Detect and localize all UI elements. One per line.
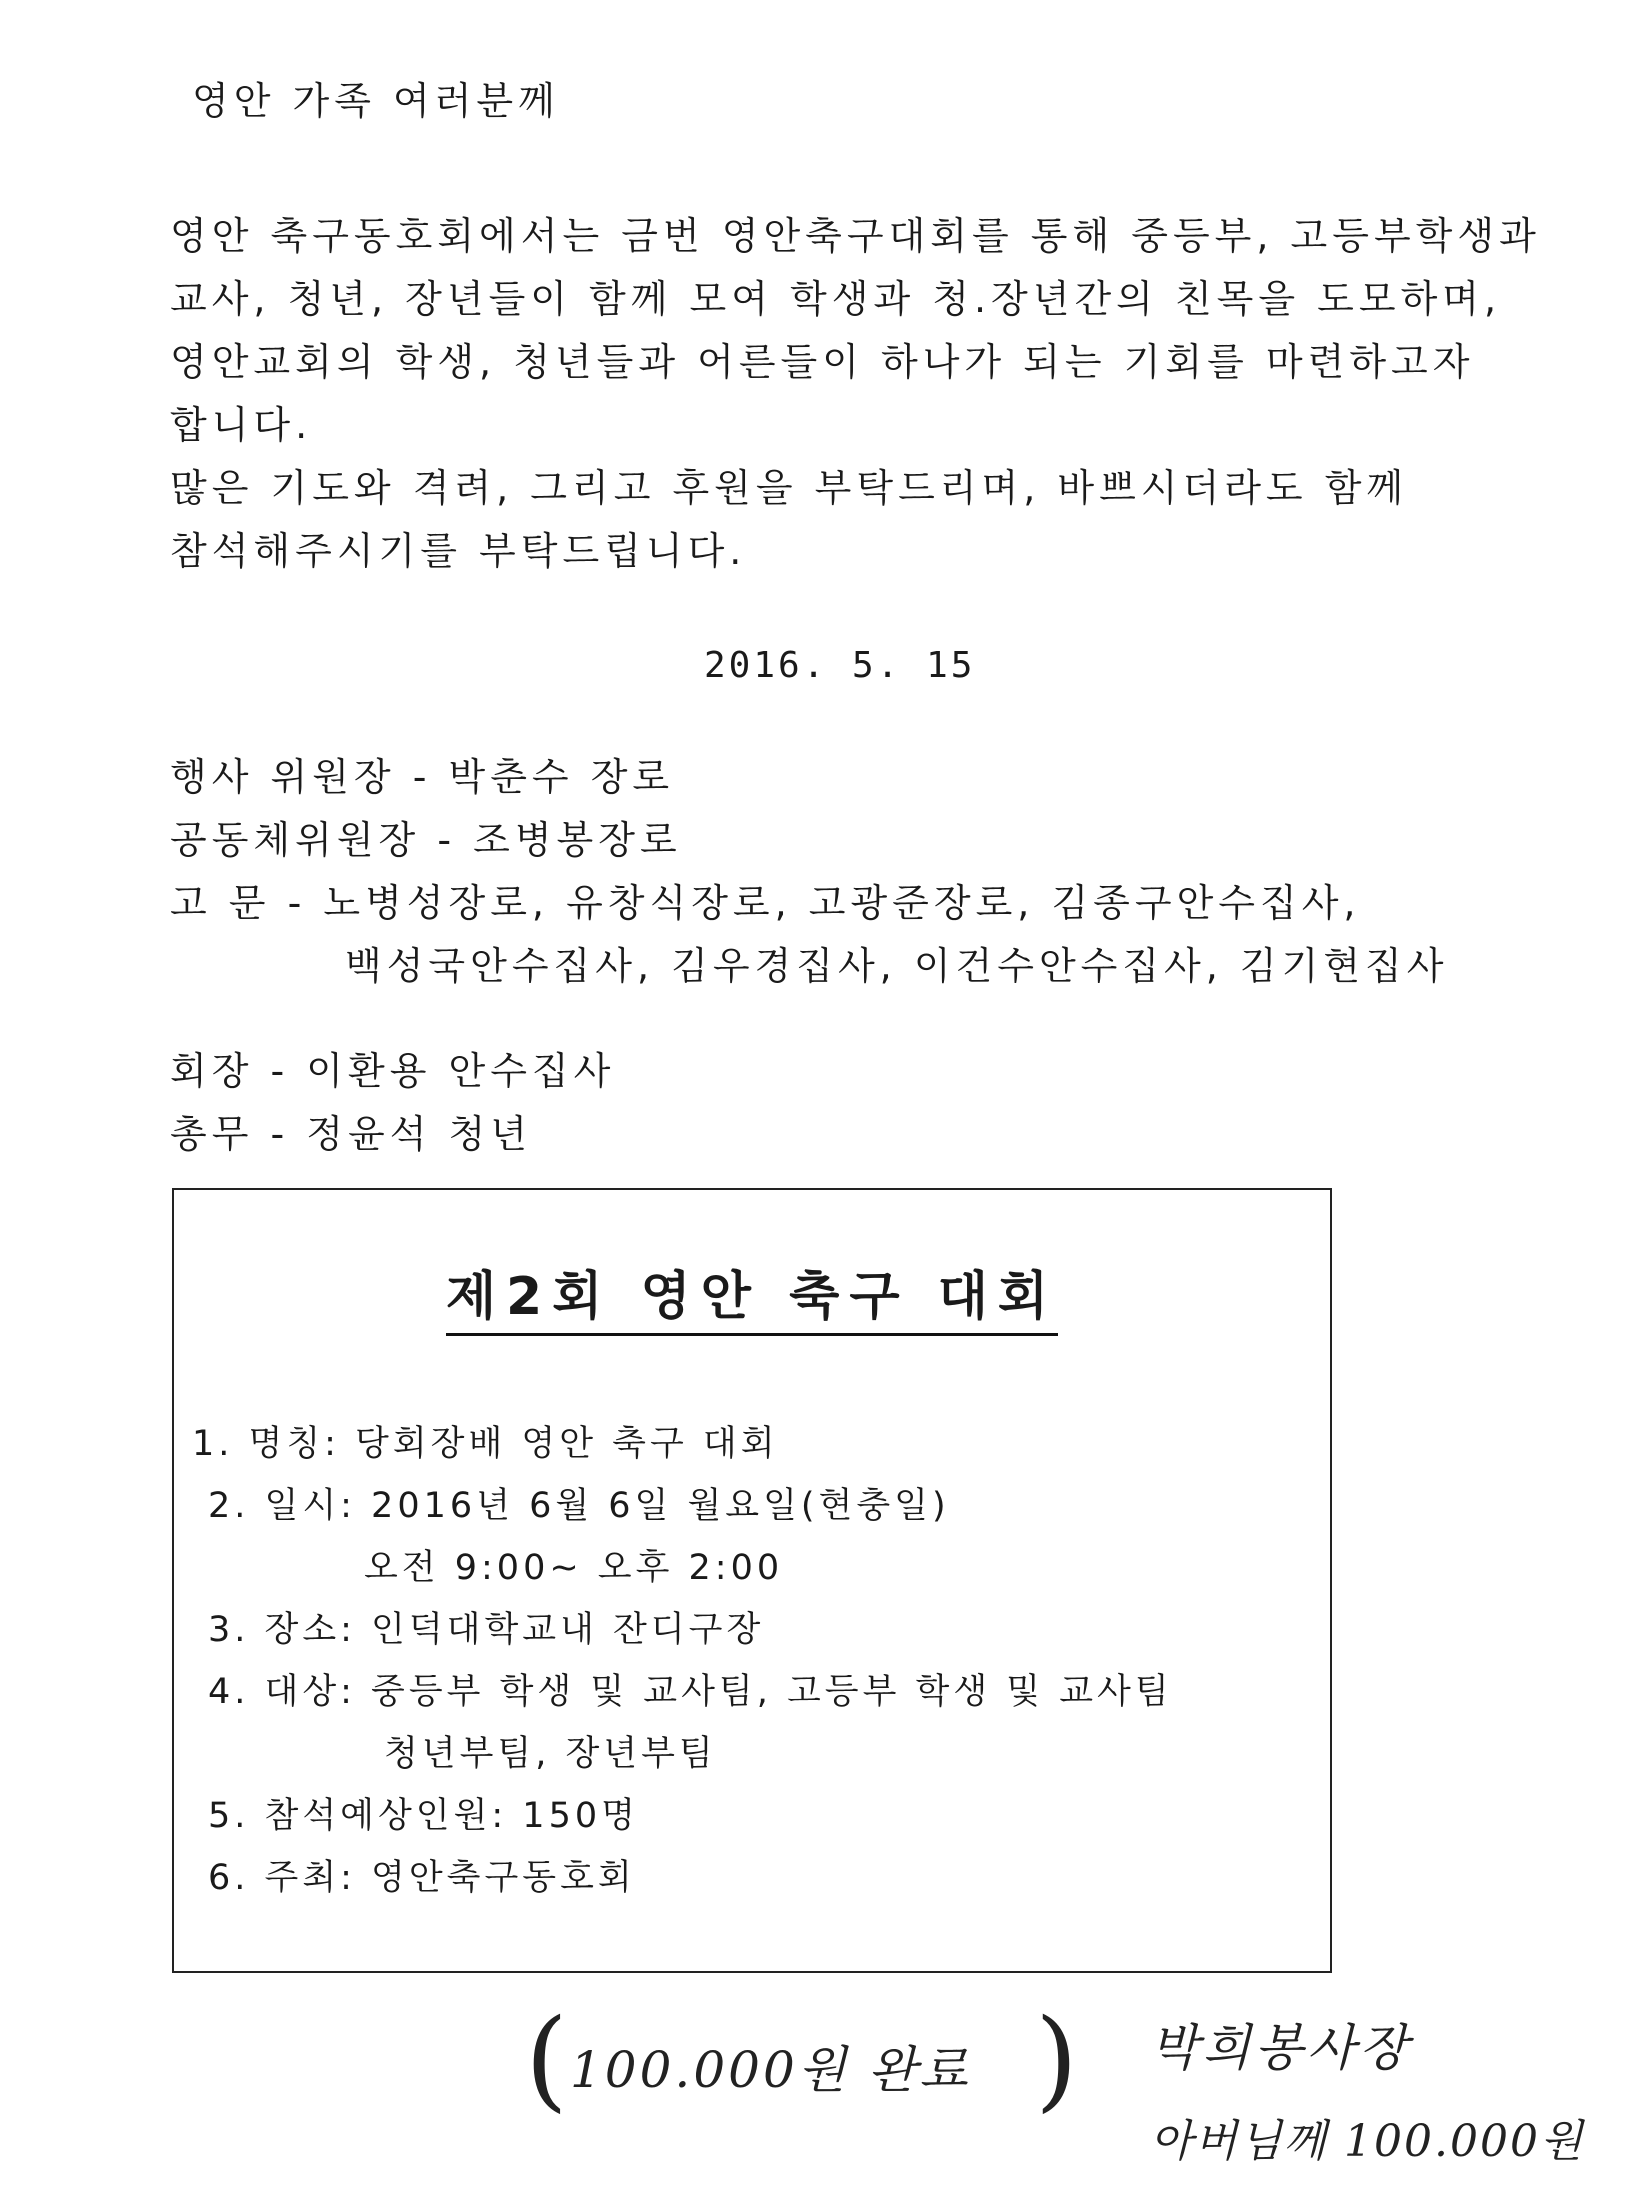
co-chair: 공동체위원장 - 조병봉장로 <box>170 818 682 862</box>
event-chair: 행사 위원장 - 박춘수 장로 <box>170 755 675 799</box>
handwritten-amount-note: 100.000원 완료 <box>570 2041 971 2099</box>
body-line: 참석해주시기를 부탁드립니다. <box>170 529 747 573</box>
president: 회장 - 이환용 안수집사 <box>170 1049 616 1093</box>
body-line: 교사, 청년, 장년들이 함께 모여 학생과 청.장년간의 친목을 도모하며, <box>170 277 1502 321</box>
handwritten-paren-close: ) <box>1035 1995 1078 2123</box>
event-title <box>174 1254 1330 1329</box>
body-line: 많은 기도와 격려, 그리고 후원을 부탁드리며, 바쁘시더라도 함께 <box>170 466 1409 510</box>
body-line: 합니다. <box>170 403 313 447</box>
body-line: 영안 축구동호회에서는 금번 영안축구대회를 통해 중등부, 고등부학생과 <box>170 214 1541 258</box>
event-title-text: 제2회 영안 축구 대회 <box>446 1267 1058 1336</box>
event-item: 4. 대상: 중등부 학생 및 교사팀, 고등부 학생 및 교사팀 <box>208 1672 1173 1712</box>
letter-date: 2016. 5. 15 <box>704 645 976 686</box>
event-item: 청년부팀, 장년부팀 <box>384 1734 717 1774</box>
greeting: 영안 가족 여러분께 <box>192 79 560 123</box>
event-item: 6. 주최: 영안축구동호회 <box>208 1858 636 1898</box>
body-paragraph <box>170 205 1541 583</box>
body-line: 영안교회의 학생, 청년들과 어른들이 하나가 되는 기회를 마련하고자 <box>170 340 1475 384</box>
handwritten-donor: 박희봉사장 <box>1150 2019 1412 2077</box>
advisors-line: 백성국안수집사, 김우경집사, 이건수안수집사, 김기현집사 <box>345 944 1449 988</box>
event-item: 5. 참석예상인원: 150명 <box>208 1796 639 1836</box>
event-item: 2. 일시: 2016년 6월 6일 월요일(현충일) <box>208 1486 950 1526</box>
handwritten-paren-open: ( <box>525 1995 568 2123</box>
event-info-box <box>172 1188 1332 1973</box>
secretary: 총무 - 정윤석 청년 <box>170 1112 532 1156</box>
event-item: 오전 9:00~ 오후 2:00 <box>364 1548 784 1588</box>
event-item: 3. 장소: 인덕대학교내 잔디구장 <box>208 1610 765 1650</box>
event-item: 1. 명칭: 당회장배 영안 축구 대회 <box>192 1424 779 1464</box>
advisors-line: 고 문 - 노병성장로, 유창식장로, 고광준장로, 김종구안수집사, <box>170 881 1361 925</box>
handwritten-donation: 아버님께 100.000원 <box>1150 2116 1585 2167</box>
